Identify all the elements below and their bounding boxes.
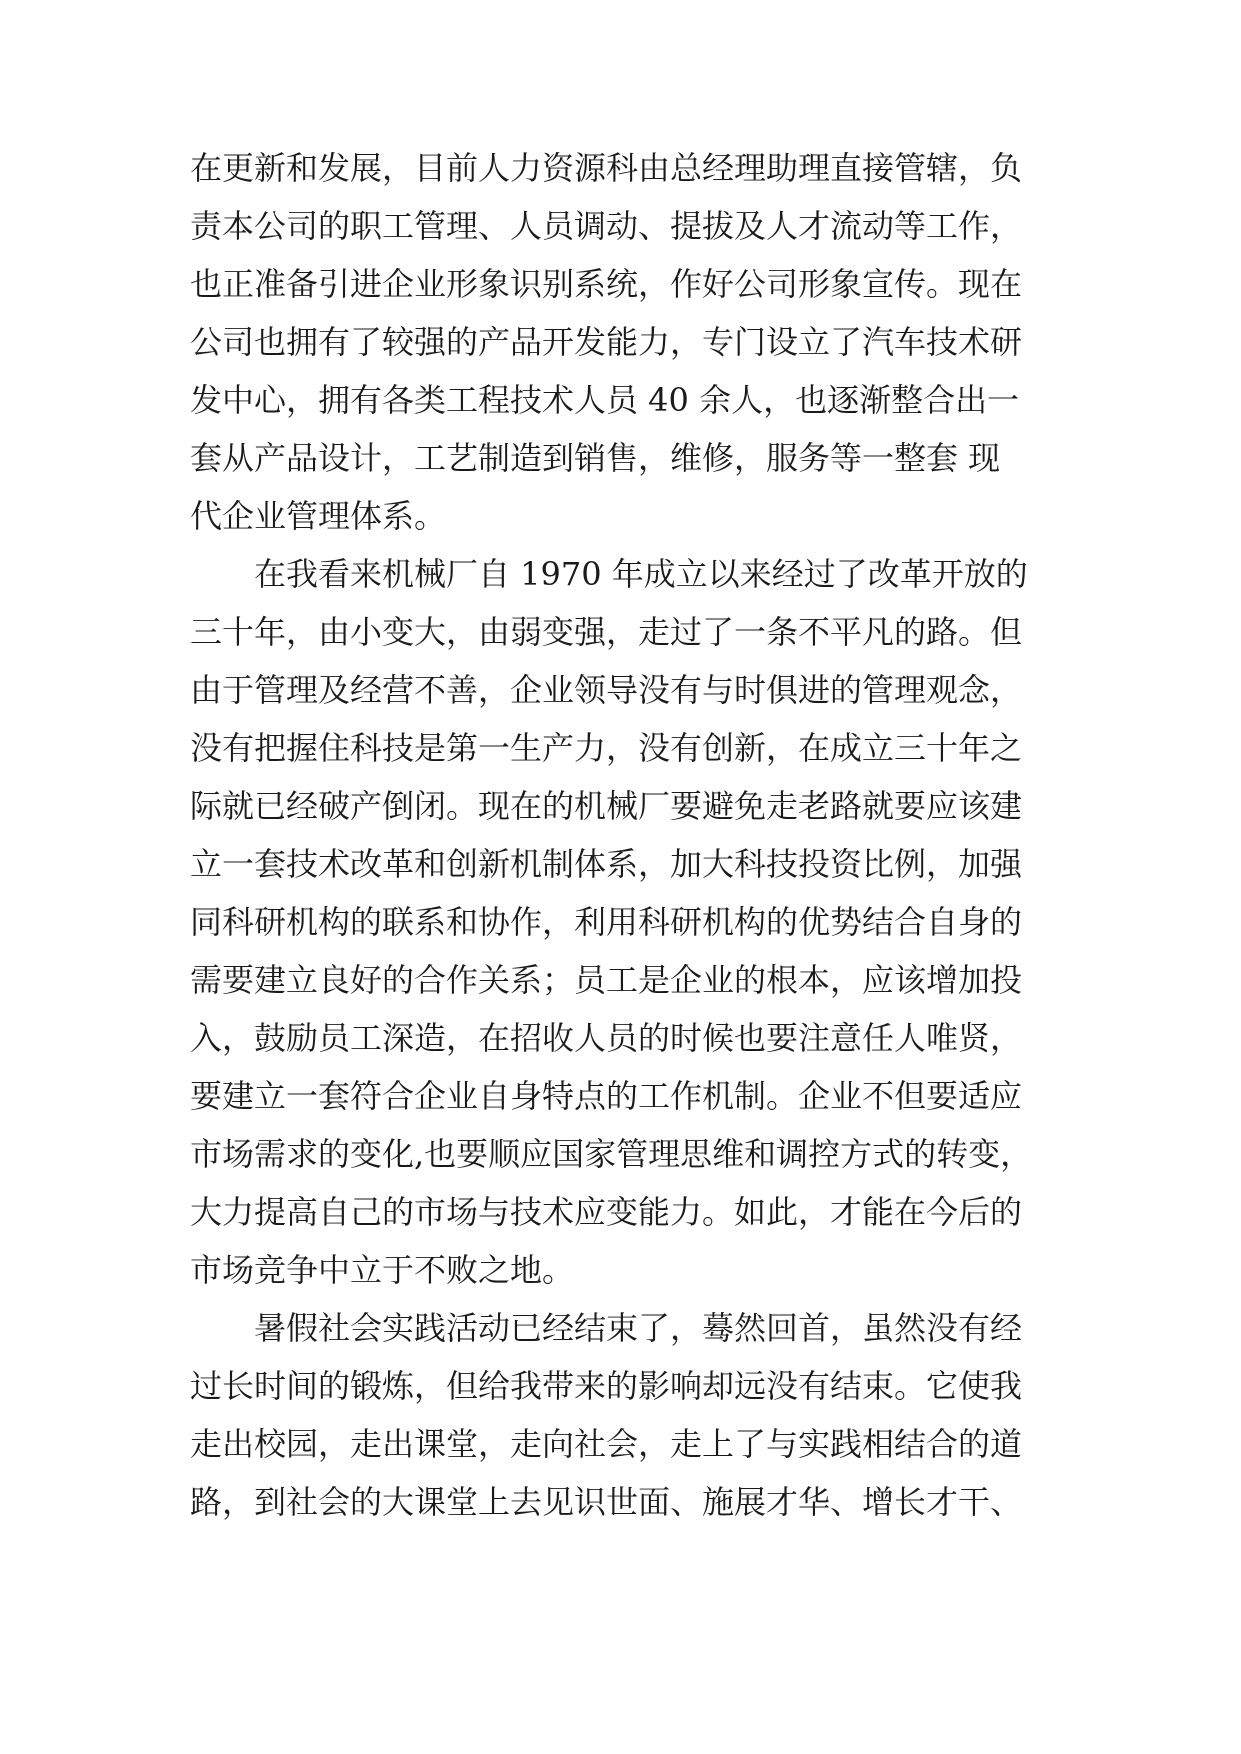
paragraph-2-line-2: 三十年，由小变大，由弱变强，走过了一条不平凡的路。但 [190, 613, 1023, 651]
paragraph-1-line-7: 代企业管理体系。 [190, 497, 447, 535]
paragraph-2-line-11: 市场需求的变化,也要顺应国家管理思维和调控方式的转变， [190, 1135, 1033, 1173]
paragraph-1-line-4: 公司也拥有了较强的产品开发能力，专门设立了汽车技术研 [190, 323, 1023, 361]
paragraph-3-line-3: 走出校园，走出课堂，走向社会，走上了与实践相结合的道 [190, 1425, 1023, 1463]
paragraph-2-line-3: 由于管理及经营不善，企业领导没有与时俱进的管理观念， [190, 671, 1023, 709]
paragraph-2-line-8: 需要建立良好的合作关系；员工是企业的根本，应该增加投 [190, 961, 1023, 999]
paragraph-2-line-10: 要建立一套符合企业自身特点的工作机制。企业不但要适应 [190, 1077, 1023, 1115]
paragraph-2-line-5: 际就已经破产倒闭。现在的机械厂要避免走老路就要应该建 [190, 787, 1023, 825]
paragraph-2-line-4: 没有把握住科技是第一生产力，没有创新，在成立三十年之 [190, 729, 1023, 767]
paragraph-1-line-3: 也正准备引进企业形象识别系统，作好公司形象宣传。现在 [190, 265, 1023, 303]
paragraph-3-line-2: 过长时间的锻炼，但给我带来的影响却远没有结束。它使我 [190, 1367, 1023, 1405]
paragraph-2-line-1: 在我看来机械厂自 1970 年成立以来经过了改革开放的 [254, 555, 1028, 593]
paragraph-2-line-12: 大力提高自己的市场与技术应变能力。如此，才能在今后的 [190, 1193, 1023, 1231]
paragraph-1-line-1: 在更新和发展，目前人力资源科由总经理助理直接管辖，负 [190, 149, 1023, 187]
paragraph-2-line-6: 立一套技术改革和创新机制体系，加大科技投资比例，加强 [190, 845, 1023, 883]
paragraph-1-line-2: 责本公司的职工管理、人员调动、提拔及人才流动等工作， [190, 207, 1023, 245]
paragraph-3-line-4: 路，到社会的大课堂上去见识世面、施展才华、增长才干、 [190, 1483, 1023, 1521]
paragraph-2-line-13: 市场竞争中立于不败之地。 [190, 1251, 575, 1289]
paragraph-1-line-6: 套从产品设计，工艺制造到销售，维修，服务等一整套 现 [190, 439, 1001, 477]
paragraph-2-line-7: 同科研机构的联系和协作，利用科研机构的优势结合自身的 [190, 903, 1023, 941]
paragraph-3-line-1: 暑假社会实践活动已经结束了，蓦然回首，虽然没有经 [254, 1309, 1023, 1347]
paragraph-2-line-9: 入，鼓励员工深造，在招收人员的时候也要注意任人唯贤， [190, 1019, 1023, 1057]
paragraph-1-line-5: 发中心，拥有各类工程技术人员 40 余人，也逐渐整合出一 [190, 381, 1020, 419]
